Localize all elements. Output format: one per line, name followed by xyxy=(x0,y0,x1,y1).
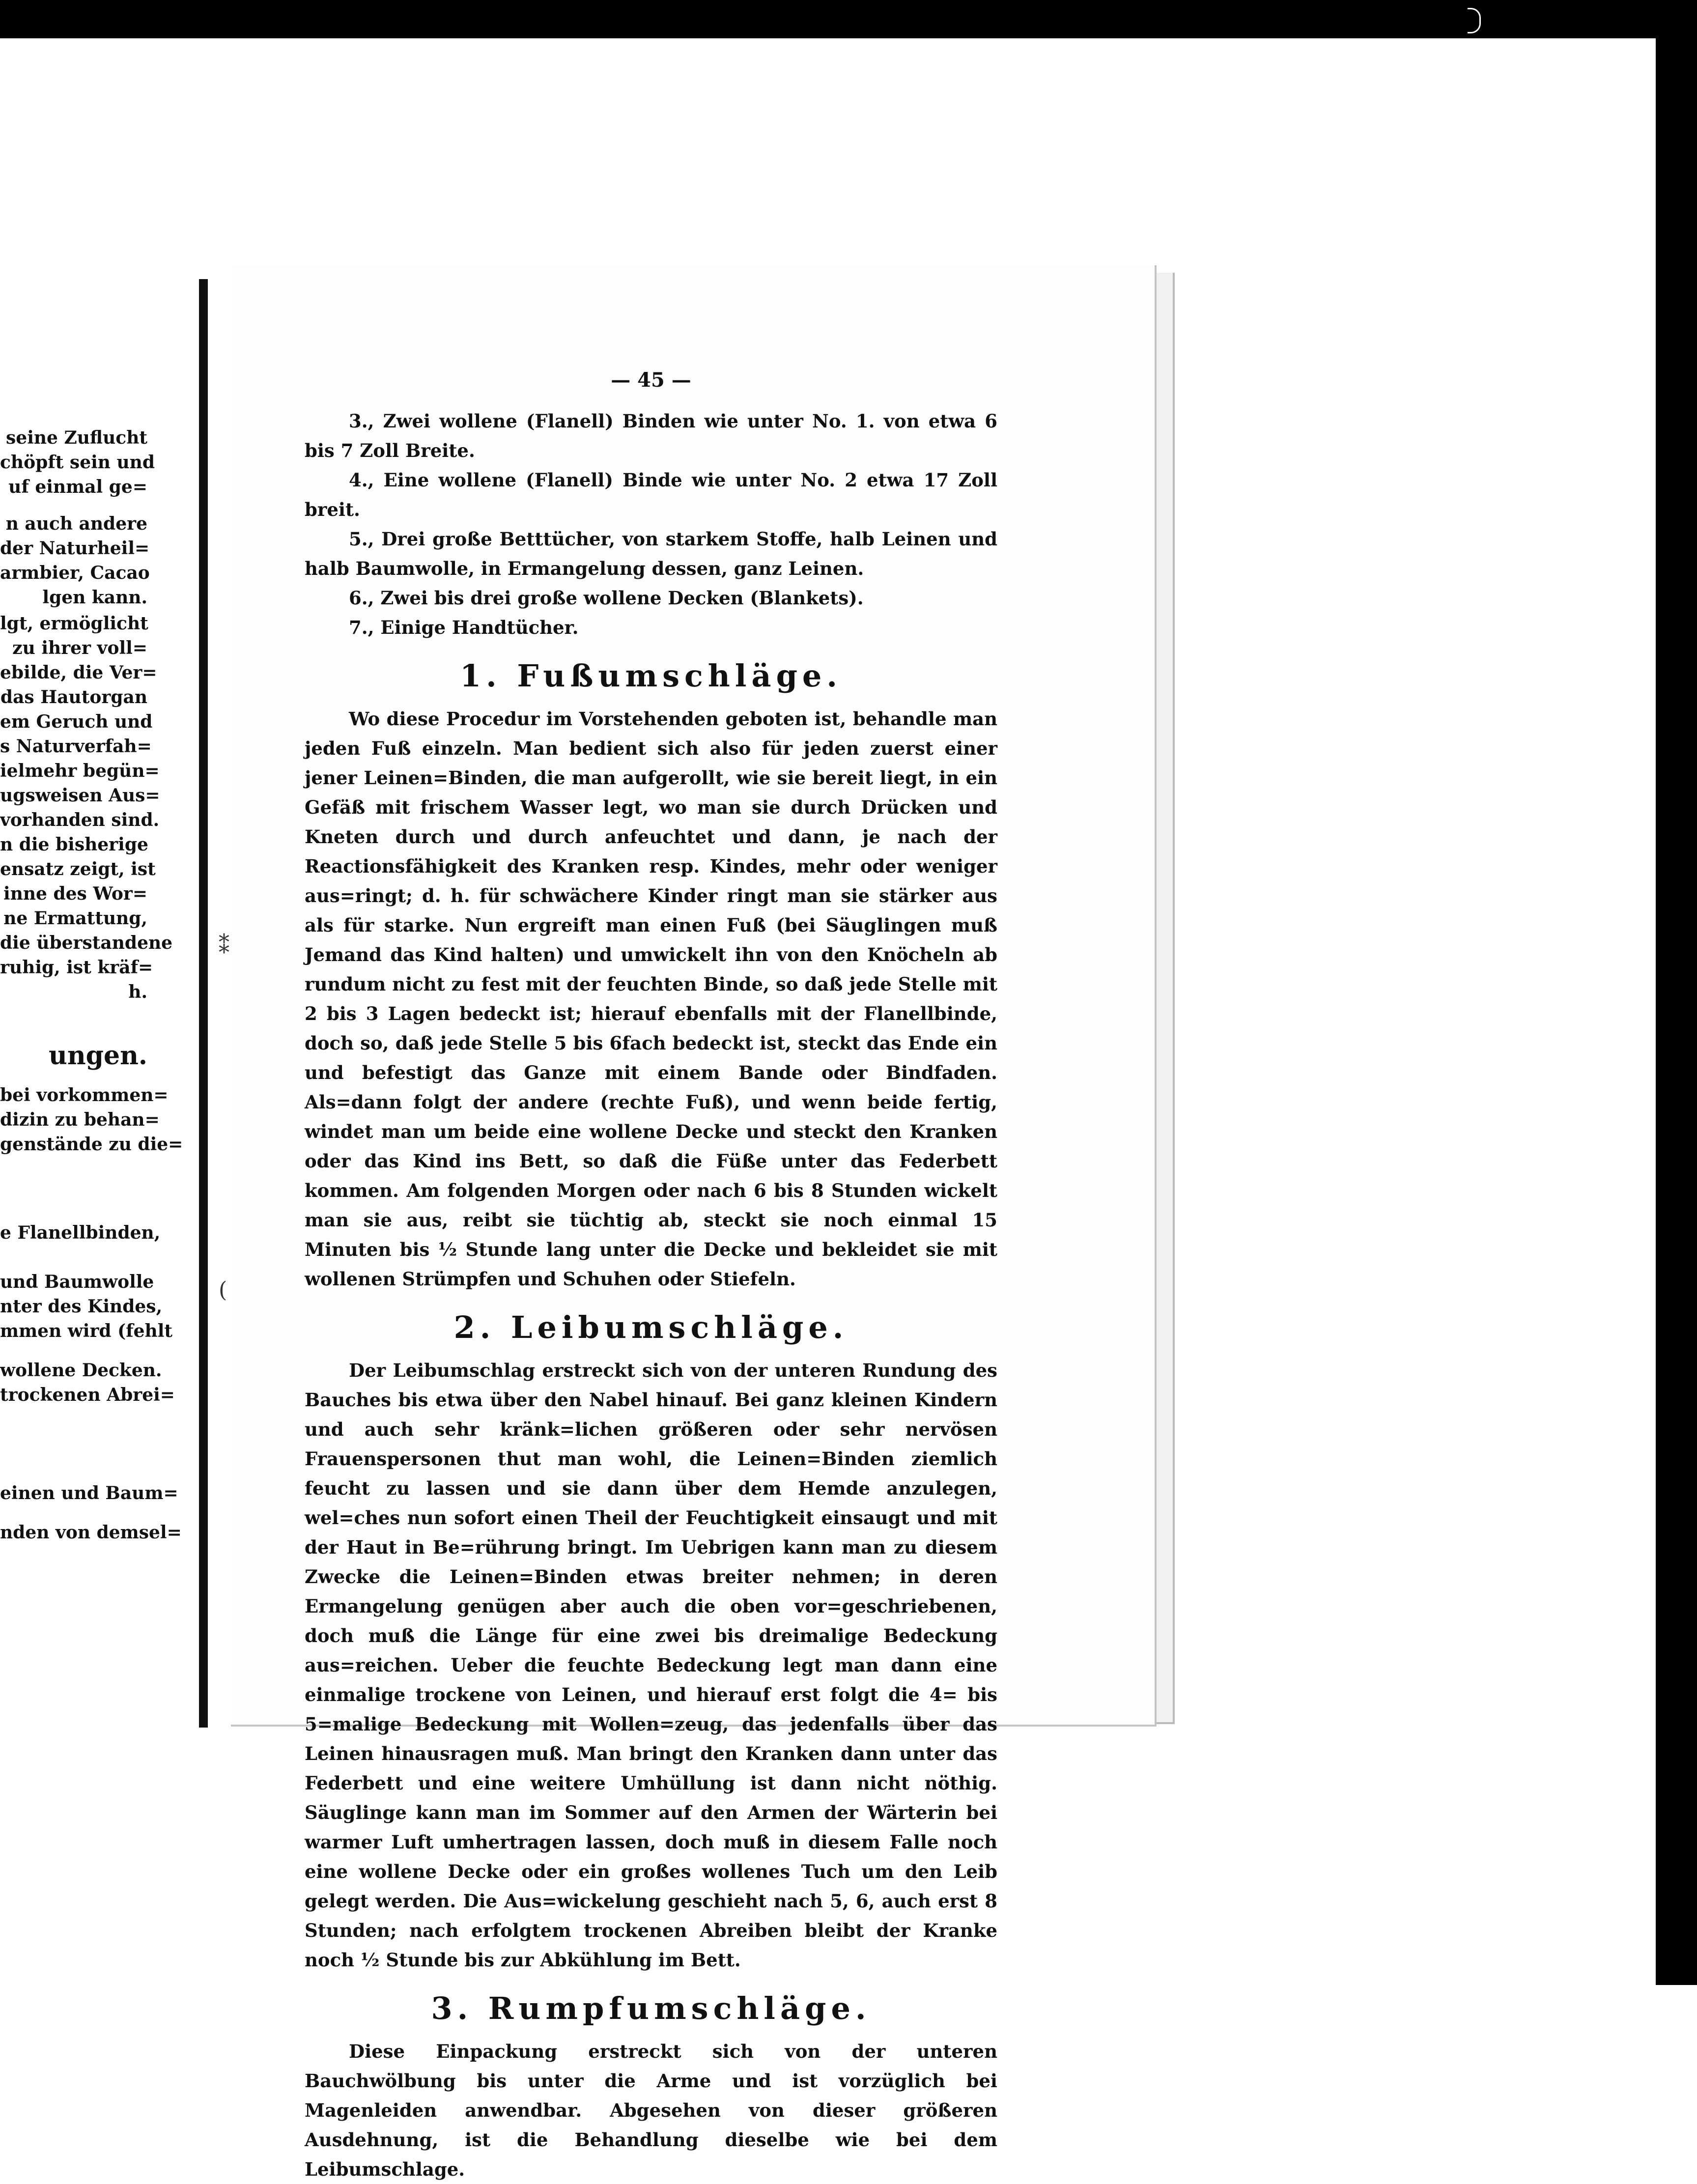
fragment-line: ielmehr begün= xyxy=(0,761,160,781)
fragment-line: und Baumwolle xyxy=(0,1272,154,1292)
fragment-line: das Hautorgan xyxy=(0,687,147,708)
list-item: 6., Zwei bis drei große wollene Decken (Blankets). xyxy=(349,587,864,609)
fragment-line: einen und Baum= xyxy=(0,1483,178,1503)
page-number: — 45 — xyxy=(611,369,691,392)
section-paragraph: Diese Einpackung erstreckt sich von der unteren Bauchwölbung bis unter die Arme und ist vorzüglich bei Magenleiden anwendbar. Abgesehen von dieser größeren Ausdehnung, ist die Behandlung dieselbe wie bei dem Leibumschlage. xyxy=(305,2041,997,2180)
fragment-line: armbier, Cacao xyxy=(0,563,150,583)
fragment-line: uf einmal ge= xyxy=(8,477,147,497)
fragment-line: chöpft sein und xyxy=(0,452,155,473)
fragment-heading: ungen. xyxy=(49,1041,147,1071)
fragment-line: nter des Kindes, xyxy=(0,1296,163,1317)
fragment-line: vorhanden sind. xyxy=(0,810,160,830)
fragment-line: die überstandene xyxy=(0,933,173,953)
page-content xyxy=(305,369,997,2184)
list-item: 7., Einige Handtücher. xyxy=(349,617,579,638)
list-item: 3., Zwei wollene (Flanell) Binden wie unter No. 1. von etwa 6 bis 7 Zoll Breite. xyxy=(305,410,997,461)
section-heading-rumpfumschlaege: 3. Rumpfumschläge. xyxy=(431,1990,871,2026)
scan-corner-mark xyxy=(1468,8,1481,33)
fragment-line: wollene Decken. xyxy=(0,1360,162,1381)
fragment-line: trockenen Abrei= xyxy=(0,1385,175,1405)
fragment-line: ruhig, ist kräf= xyxy=(0,957,153,978)
fragment-line: n auch andere xyxy=(5,513,147,534)
fragment-line: genstände zu die= xyxy=(0,1134,183,1155)
page-45 xyxy=(231,265,1157,2180)
fragment-line: mmen wird (fehlt xyxy=(0,1321,173,1341)
fragment-line: der Naturheil= xyxy=(0,538,150,559)
binding-thread-mark: ⁑ xyxy=(219,934,229,959)
list-item: 5., Drei große Betttücher, von starkem Stoffe, halb Leinen und halb Baumwolle, in Ermangelung dessen, ganz Leinen. xyxy=(305,528,997,579)
fragment-line: zu ihrer voll= xyxy=(12,638,147,658)
scan-top-border xyxy=(0,0,1697,38)
section-heading-fussumschlaege: 1. Fußumschläge. xyxy=(460,658,842,694)
fragment-line: n die bisherige xyxy=(0,834,148,855)
fragment-line: h. xyxy=(128,982,147,1002)
scan-right-border xyxy=(1656,38,1697,1985)
left-page-fragment xyxy=(0,427,183,1572)
section-paragraph: Wo diese Procedur im Vorstehenden geboten ist, behandle man jeden Fuß einzeln. Man bedient sich also für jeden zuerst einer jener Leinen=Binden, die man aufgerollt, wie sie bereit liegt, in ein Gefäß mit frischem Wasser legt, wo man sie durch Drücken und Kneten durch und durch anfeuchtet und dann, je nach der Reactionsfähigkeit des Kranken resp. Kindes, mehr oder weniger aus=ringt; d. h. für schwächere Kinder ringt man sie stärker aus als für starke. Nun ergreift man einen Fuß (bei Säuglingen muß Jemand das Kind halten) und umwickelt ihn von den Knöcheln ab rundum nicht zu fest mit der feuchten Binde, so daß jede Stelle mit 2 bis 3 Lagen bedeckt ist; hierauf ebenfalls mit der Flanellbinde, doch so, daß jede Stelle 5 bis 6fach bedeckt ist, steckt das Ende ein und befestigt das Ganze mit einem Bande oder Bindfaden. Als=dann folgt der andere (rechte Fuß), und wenn beide fertig, windet man um beide eine wollene Decke und steckt den Kranken oder das Kind ins Bett, so daß die Füße unter das Federbett kommen. Am folgenden Morgen oder nach 6 bis 8 Stunden wickelt man sie aus, reibt sie tüchtig ab, steckt sie noch einmal 15 Minuten bis ½ Stunde lang unter die Decke und bekleidet sie mit wollenen Strümpfen und Schuhen oder Stiefeln. xyxy=(305,708,997,1290)
fragment-line: inne des Wor= xyxy=(3,883,147,904)
section-heading-leibumschlaege: 2. Leibumschläge. xyxy=(453,1309,848,1345)
fragment-line: ne Ermattung, xyxy=(3,908,147,929)
section-paragraph: Der Leibumschlag erstreckt sich von der unteren Rundung des Bauches bis etwa über den Nabel hinauf. Bei ganz kleinen Kindern und auch sehr kränk=lichen größeren oder sehr nervösen Frauenspersonen thut man wohl, die Leinen=Binden ziemlich feucht zu lassen und sie dann über dem Hemde anzulegen, wel=ches nun sofort einen Theil der Feuchtigkeit einsaugt und mit der Haut in Be=rührung bringt. Im Uebrigen kann man zu diesem Zwecke die Leinen=Binden etwas breiter nehmen; in deren Ermangelung genügen aber auch die oben vor=geschriebenen, doch muß die Länge für eine zwei bis dreimalige Bedeckung aus=reichen. Ueber die feuchte Bedeckung legt man dann eine einmalige trockene von Leinen, und hierauf erst folgt die 4= bis 5=malige Bedeckung mit Wollen=zeug, das jedenfalls über das Leinen hinausragen muß. Man bringt den Kranken dann unter das Federbett und eine weitere Umhüllung ist dann nicht nöthig. Säuglinge kann man im Sommer auf den Armen der Wärterin bei warmer Luft umhertragen lassen, doch muß in diesem Falle noch eine wollene Decke oder ein großes wollenes Tuch um den Leib gelegt werden. Die Aus=wickelung geschieht nach 5, 6, auch erst 8 Stunden; nach erfolgtem trockenen Abreiben bleibt der Kranke noch ½ Stunde bis zur Abkühlung im Bett. xyxy=(305,1360,997,1971)
fragment-line: s Naturverfah= xyxy=(0,736,152,757)
fragment-line: ensatz zeigt, ist xyxy=(0,859,156,879)
fragment-line: ugsweisen Aus= xyxy=(0,785,160,806)
fragment-line: nden von demsel= xyxy=(0,1522,182,1543)
fragment-line: e Flanellbinden, xyxy=(0,1222,161,1243)
book-gutter xyxy=(199,279,208,1728)
fragment-line: lgen kann. xyxy=(42,587,147,608)
fragment-line: dizin zu behan= xyxy=(0,1109,160,1130)
binding-thread-mark: ( xyxy=(219,1277,227,1303)
fragment-line: lgt, ermöglicht xyxy=(0,613,148,634)
fragment-line: bei vorkommen= xyxy=(0,1085,169,1106)
fragment-line: seine Zuflucht xyxy=(6,427,147,448)
fragment-line: ebilde, die Ver= xyxy=(0,662,157,683)
list-item: 4., Eine wollene (Flanell) Binde wie unter No. 2 etwa 17 Zoll breit. xyxy=(305,469,997,520)
fragment-line: em Geruch und xyxy=(0,711,153,732)
